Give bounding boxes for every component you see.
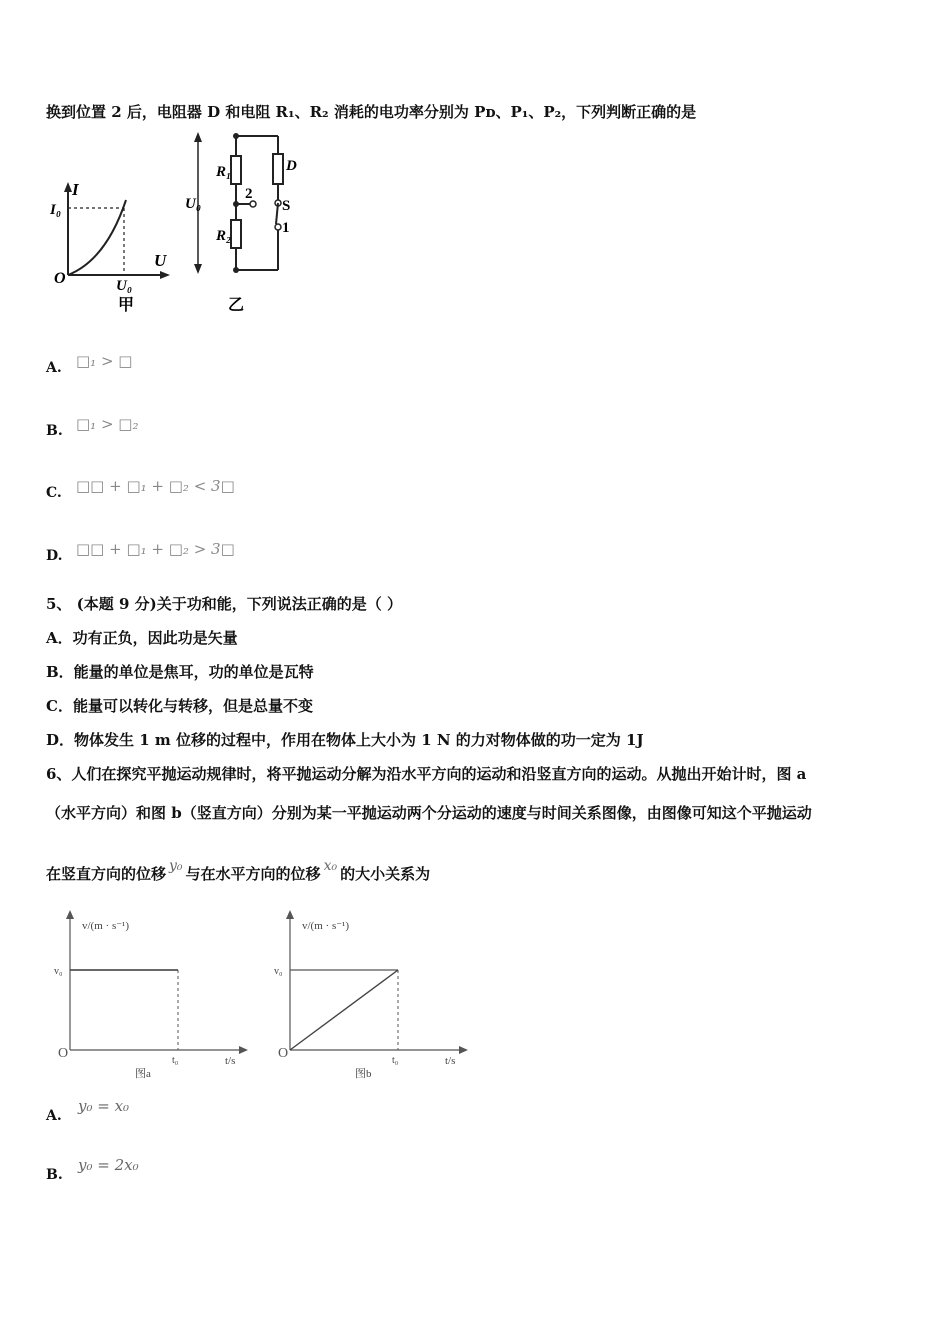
yi-pos2: 2: [245, 186, 253, 202]
jia-y-label: I: [72, 180, 79, 199]
q6-line3-mid: 与在水平方向的位移: [185, 865, 321, 883]
chart-b-x-arrow: [459, 1046, 468, 1054]
q5-option-d: D．物体发生 1 m 位移的过程中，作用在物体上大小为 1 N 的力对物体做的功一定为 1J: [46, 731, 644, 749]
q4-option-b-label: B.: [46, 423, 63, 439]
chart-a-y-arrow: [66, 910, 74, 919]
jia-u0: U₀: [116, 278, 133, 294]
chart-b-series-line: [290, 970, 398, 1050]
jia-x-arrow: [160, 271, 170, 279]
yi-r1-resistor: [231, 156, 241, 184]
q6-option-b-formula: y₀ = 2x₀: [78, 1156, 139, 1174]
q6-y0: y₀: [169, 858, 183, 874]
yi-s-label: S: [282, 198, 291, 214]
q4-option-a-formula: □₁ > □: [76, 352, 133, 370]
chart-a-ytick: v₀: [54, 966, 63, 977]
yi-caption: 乙: [228, 297, 245, 314]
q6-line1: 6、人们在探究平抛运动规律时，将平抛运动分解为沿水平方向的运动和沿竖直方向的运动。从抛出开始计时，图 a: [46, 765, 807, 783]
chart-b-ylabel: v/(m · s⁻¹): [302, 920, 349, 932]
chart-a-x-arrow: [239, 1046, 248, 1054]
yi-r2-resistor: [231, 220, 241, 248]
chart-b-origin: O: [278, 1046, 289, 1061]
figure-yi: [180, 128, 310, 318]
figure-jia: [46, 140, 176, 315]
q6-option-a-label: A.: [46, 1108, 62, 1124]
chart-b-y-arrow: [286, 910, 294, 919]
jia-curve: [68, 200, 126, 275]
jia-origin: O: [54, 270, 66, 287]
q5-stem: 5、 (本题 9 分)关于功和能，下列说法正确的是（ ）: [46, 595, 402, 613]
q4-option-c-label: C.: [46, 485, 62, 501]
q4-option-d-label: D.: [46, 548, 63, 564]
q5-option-c: C．能量可以转化与转移，但是总量不变: [46, 697, 313, 715]
q4-option-a-label: A.: [46, 360, 62, 376]
jia-i0: I₀: [50, 202, 62, 218]
q6-line2: （水平方向）和图 b（竖直方向）分别为某一平抛运动两个分运动的速度与时间关系图像，由图像可知这个平抛运动: [46, 804, 812, 822]
yi-d-label: D: [286, 158, 297, 174]
jia-x-label: U: [154, 251, 167, 270]
q4-option-c-formula: □□ + □₁ + □₂ < 3□: [76, 477, 235, 495]
chart-a-origin: O: [58, 1046, 69, 1061]
chart-b-xtick: t₀: [392, 1055, 399, 1066]
chart-a-title: 图a: [135, 1068, 151, 1080]
q6-line3-pre: 在竖直方向的位移: [46, 865, 167, 883]
yi-u0: U₀: [185, 196, 202, 212]
jia-caption: 甲: [118, 297, 135, 314]
yi-r2-label: R₂: [216, 228, 232, 244]
jia-y-arrow: [64, 182, 72, 192]
chart-b-title: 图b: [355, 1068, 372, 1080]
q5-option-b: B．能量的单位是焦耳，功的单位是瓦特: [46, 663, 314, 681]
q5-option-a: A．功有正负，因此功是矢量: [46, 629, 238, 647]
q4-option-d-formula: □□ + □₁ + □₂ > 3□: [76, 540, 235, 558]
q6-line3-post: 的大小关系为: [340, 865, 431, 883]
q6-x0: x₀: [323, 858, 338, 874]
chart-b-ytick: v₀: [274, 966, 283, 977]
yi-r1-label: R₁: [216, 164, 232, 180]
q6-line3: [46, 858, 431, 885]
chart-a-xtick: t₀: [172, 1055, 179, 1066]
chart-b-xlabel: t/s: [445, 1055, 456, 1067]
q6-charts: [46, 905, 476, 1085]
intro-line: 换到位置 2 后，电阻器 D 和电阻 R₁、R₂ 消耗的电功率分别为 Pᴅ、P₁、P₂，下列判断正确的是: [46, 103, 697, 121]
chart-a-xlabel: t/s: [225, 1055, 236, 1067]
yi-d-component: [273, 154, 283, 184]
q6-option-a-formula: y₀ = x₀: [78, 1097, 130, 1115]
q4-option-b-formula: □₁ > □₂: [76, 415, 139, 433]
yi-pos1: 1: [282, 220, 290, 236]
chart-a-ylabel: v/(m · s⁻¹): [82, 920, 129, 932]
q6-option-b-label: B.: [46, 1167, 63, 1183]
